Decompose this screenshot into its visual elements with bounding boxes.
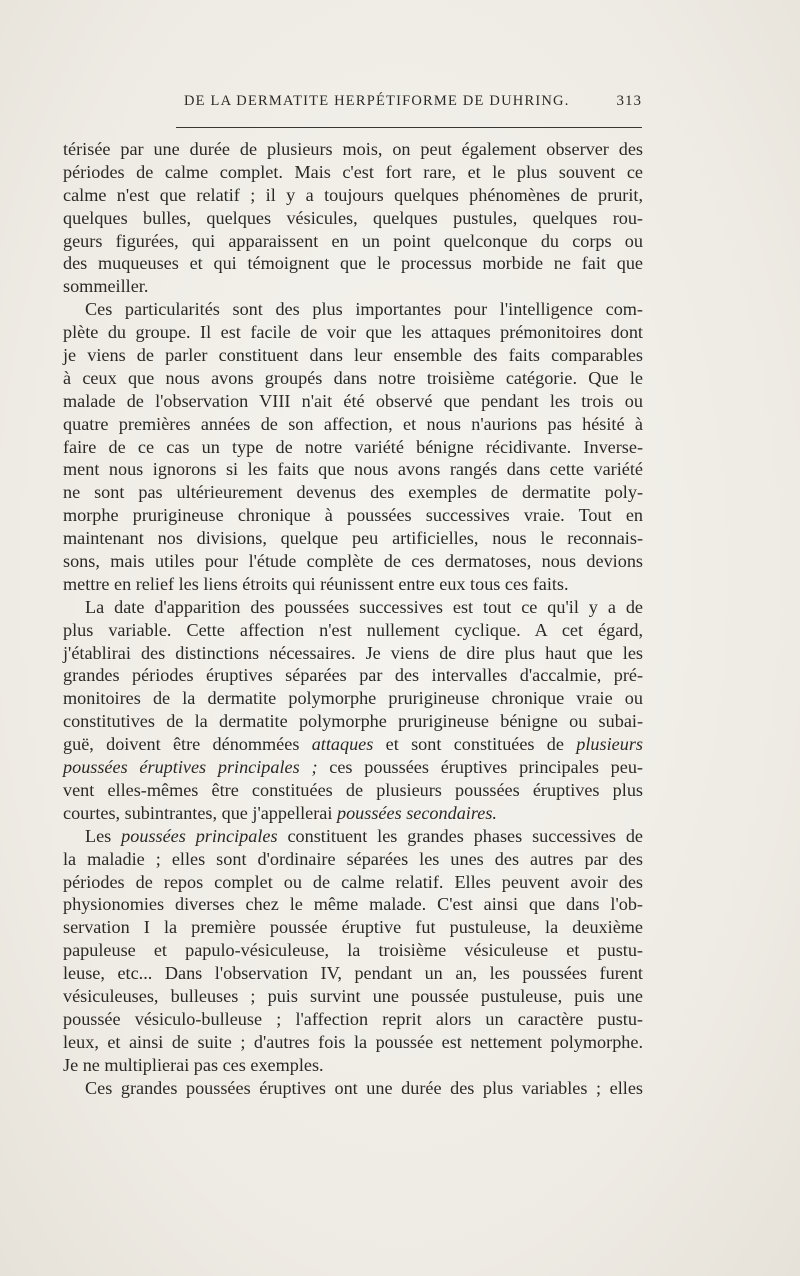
text-line	[63, 481, 643, 504]
running-head	[62, 93, 642, 115]
line-text: plus variable. Cette affection n'est nullement cyclique. A cet égard,	[63, 619, 643, 640]
line-text: servation I la première poussée éruptive fut pustuleuse, la deuxième	[63, 917, 643, 938]
text-line	[63, 687, 643, 710]
text-line	[63, 413, 643, 436]
text-line	[63, 436, 643, 459]
line-text: Je ne multiplierai pas ces exemples.	[63, 1054, 324, 1075]
line-text: quatre premières années de son affection, et nous n'aurions pas hésité à	[63, 413, 643, 434]
line-text: sommeiller.	[63, 276, 149, 297]
line-text: vent elles-mêmes être constituées de plusieurs poussées éruptives plus	[63, 779, 643, 800]
line-text: j'établirai des distinctions nécessaires. Je viens de dire plus haut que les	[63, 642, 643, 663]
line-text: térisée par une durée de plusieurs mois, on peut également observer des	[63, 139, 643, 159]
text-line	[63, 779, 643, 802]
line-text: périodes de calme complet. Mais c'est fort rare, et le plus souvent ce	[63, 161, 643, 182]
text-line	[63, 1031, 643, 1054]
text-line	[63, 664, 643, 687]
italic-term: poussées principales	[121, 825, 278, 846]
text-line	[63, 1054, 643, 1077]
running-title: DE LA DERMATITE HERPÉTIFORME DE DUHRING.	[184, 93, 570, 109]
line-text: courtes, subintrantes, que j'appellerai	[63, 802, 337, 823]
text-line	[63, 733, 643, 756]
text-line	[63, 1008, 643, 1031]
text-line	[63, 161, 643, 184]
text-line	[63, 230, 643, 253]
italic-term: plusieurs	[576, 734, 643, 755]
body-text	[63, 138, 643, 1099]
text-line	[63, 642, 643, 665]
line-text: guë, doivent être dénommées	[63, 734, 312, 755]
italic-term: poussées éruptives principales ;	[63, 757, 318, 778]
line-text: physionomies diverses chez le même malade. C'est ainsi que dans l'ob-	[63, 894, 643, 915]
line-text: Les	[85, 825, 122, 846]
line-text: mettre en relief les liens étroits qui réunissent entre eux tous ces faits.	[63, 573, 569, 594]
text-line	[63, 848, 643, 871]
line-text: calme n'est que relatif ; il y a toujours quelques phénomènes de prurit,	[63, 184, 643, 205]
text-line	[63, 321, 643, 344]
text-line	[63, 275, 643, 298]
text-line	[63, 871, 643, 894]
line-text: grandes périodes éruptives séparées par des intervalles d'accalmie, pré-	[63, 665, 643, 686]
text-line	[63, 939, 643, 962]
line-text: Ces grandes poussées éruptives ont une durée des plus variables ; elles	[85, 1077, 643, 1098]
text-line	[63, 390, 643, 413]
text-line	[63, 138, 643, 161]
line-text: sons, mais utiles pour l'étude complète de ces dermatoses, nous devions	[63, 551, 643, 572]
line-text: malade de l'observation VIII n'ait été observé que pendant les trois ou	[63, 390, 643, 411]
text-line	[63, 962, 643, 985]
line-text: papuleuse et papulo-vésiculeuse, la troisième vésiculeuse et pustu-	[63, 940, 643, 961]
line-text: constitutives de la dermatite polymorphe prurigineuse bénigne ou subai-	[63, 711, 643, 732]
text-line	[63, 458, 643, 481]
line-text: ces poussées éruptives principales peu-	[317, 757, 643, 778]
text-line	[63, 756, 643, 779]
line-text: leuse, etc... Dans l'observation IV, pendant un an, les poussées furent	[63, 963, 643, 984]
line-text: poussée vésiculo-bulleuse ; l'affection reprit alors un caractère pustu-	[63, 1008, 643, 1029]
text-line	[63, 184, 643, 207]
text-line	[63, 344, 643, 367]
line-text: je viens de parler constituent dans leur ensemble des faits comparables	[63, 345, 643, 366]
text-line	[63, 802, 643, 825]
text-line	[63, 916, 643, 939]
line-text: Ces particularités sont des plus importantes pour l'intelligence com-	[85, 299, 643, 320]
text-line	[63, 527, 643, 550]
line-text: monitoires de la dermatite polymorphe prurigineuse chronique vraie ou	[63, 688, 643, 709]
line-text: ment nous ignorons si les faits que nous avons rangés dans cette variété	[63, 459, 643, 480]
line-text: morphe prurigineuse chronique à poussées successives vraie. Tout en	[63, 505, 643, 526]
text-line	[63, 298, 643, 321]
header-rule	[176, 127, 642, 128]
text-line	[63, 1077, 643, 1100]
text-line	[63, 619, 643, 642]
text-line	[63, 596, 643, 619]
text-line	[63, 573, 643, 596]
line-text: quelques bulles, quelques vésicules, quelques pustules, quelques rou-	[63, 207, 643, 228]
line-text: geurs figurées, qui apparaissent en un point quelconque du corps ou	[63, 230, 643, 251]
text-line	[63, 504, 643, 527]
text-line	[63, 893, 643, 916]
line-text: vésiculeuses, bulleuses ; puis survint une poussée pustuleuse, puis une	[63, 985, 643, 1006]
line-text: ne sont pas ultérieurement devenus des exemples de dermatite poly-	[63, 482, 643, 503]
italic-term: attaques	[311, 734, 374, 755]
text-line	[63, 207, 643, 230]
text-line	[63, 825, 643, 848]
text-line	[63, 550, 643, 573]
line-text: faire de ce cas un type de notre variété bénigne récidivante. Inverse-	[63, 436, 643, 457]
line-text: plète du groupe. Il est facile de voir que les attaques prémonitoires dont	[63, 322, 643, 343]
line-text: la maladie ; elles sont d'ordinaire séparées les unes des autres par des	[63, 848, 643, 869]
text-line	[63, 710, 643, 733]
line-text: à ceux que nous avons groupés dans notre troisième catégorie. Que le	[63, 367, 643, 388]
line-text: La date d'apparition des poussées successives est tout ce qu'il y a de	[85, 596, 643, 617]
line-text: leux, et ainsi de suite ; d'autres fois la poussée est nettement polymorphe.	[63, 1031, 643, 1052]
text-line	[63, 252, 643, 275]
page-number: 313	[616, 93, 642, 109]
text-line	[63, 367, 643, 390]
line-text: des muqueuses et qui témoignent que le processus morbide ne fait que	[63, 253, 643, 274]
text-line	[63, 985, 643, 1008]
line-text: constituent les grandes phases successives de	[277, 825, 643, 846]
line-text: maintenant nos divisions, quelque peu artificielles, nous le reconnais-	[63, 528, 643, 549]
italic-term: poussées secondaires.	[336, 802, 497, 823]
line-text: périodes de repos complet ou de calme relatif. Elles peuvent avoir des	[63, 871, 643, 892]
line-text: et sont constituées de	[373, 734, 577, 755]
